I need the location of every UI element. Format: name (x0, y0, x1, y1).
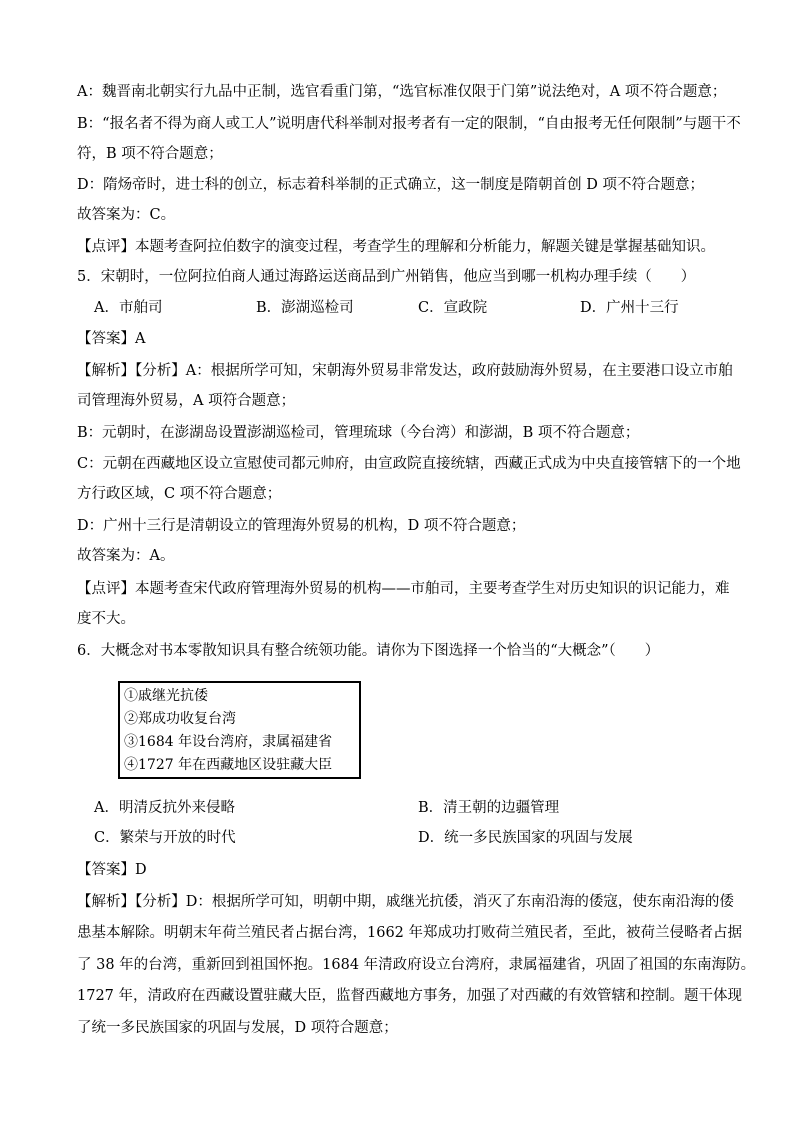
q5-analysis-line1: 【解析】【分析】A：根据所学可知，宋朝海外贸易非常发达，政府鼓励海外贸易，在主要港口设立市舶 (77, 363, 733, 379)
q4-conclusion: 故答案为：C。 (77, 207, 176, 223)
q6-analysis-line5: 了统一多民族国家的巩固与发展，D 项符合题意； (77, 1020, 398, 1036)
q4-analysis-b-line2: 符，B 项不符合题意； (77, 146, 223, 162)
q4-comment: 【点评】本题考查阿拉伯数字的演变过程，考查学生的理解和分析能力，解题关键是掌握基础知识。 (77, 239, 715, 255)
q5-conclusion: 故答案为：A。 (77, 548, 175, 564)
q5-option-c: C．宣政院 (418, 300, 488, 316)
q5-analysis-line2: 司管理海外贸易，A 项符合题意； (77, 393, 296, 409)
q5-analysis-c-line1: C：元朝在西藏地区设立宣慰使司都元帅府，由宣政院直接统辖，西藏正式成为中央直接管辖下的一个地 (77, 456, 741, 472)
q5-stem: 5．宋朝时，一位阿拉伯商人通过海路运送商品到广州销售，他应当到哪一机构办理手续（ ） (77, 269, 696, 285)
q4-analysis-d: D：隋炀帝时，进士科的创立，标志着科举制的正式确立，这一制度是隋朝首创 D 项不符合题意； (77, 177, 704, 193)
q6-stem: 6．大概念对书本零散知识具有整合统领功能。请你为下图选择一个恰当的“大概念”（ ） (77, 643, 660, 659)
q6-analysis-line4: 1727 年，清政府在西藏设置驻藏大臣，监督西藏地方事务，加强了对西藏的有效管辖和控制。题干体现 (77, 988, 743, 1004)
q5-analysis-d: D：广州十三行是清朝设立的管理海外贸易的机构，D 项不符合题意； (77, 518, 526, 534)
q6-option-c: C．繁荣与开放的时代 (94, 830, 236, 846)
q6-box-item-1: ①戚继光抗倭 (124, 688, 208, 704)
q6-analysis-line2: 患基本解除。明朝末年荷兰殖民者占据台湾，1662 年郑成功打败荷兰殖民者，至此，被荷兰侵略者占据 (77, 925, 743, 941)
q6-option-d: D．统一多民族国家的巩固与发展 (418, 830, 633, 846)
q5-comment-line1: 【点评】本题考查宋代政府管理海外贸易的机构——市舶司，主要考查学生对历史知识的识记能力，难 (77, 581, 730, 597)
q5-option-b: B．澎湖巡检司 (256, 300, 354, 316)
q5-analysis-b: B：元朝时，在澎湖岛设置澎湖巡检司，管理琉球（今台湾）和澎湖，B 项不符合题意； (77, 425, 640, 441)
q5-answer: 【答案】A (77, 331, 146, 347)
q4-analysis-b-line1: B：“报名者不得为商人或工人”说明唐代科举制对报考者有一定的限制，“自由报考无任何限制”与题干不 (77, 116, 741, 132)
q4-analysis-a: A：魏晋南北朝实行九品中正制，选官看重门第，“选官标准仅限于门第”说法绝对，A 项不符合题意； (77, 84, 727, 100)
q5-option-a: A．市舶司 (94, 300, 163, 316)
q5-comment-line2: 度不大。 (77, 611, 135, 627)
q6-box-item-2: ②郑成功收复台湾 (124, 711, 236, 727)
q6-box-item-4: ④1727 年在西藏地区设驻藏大臣 (124, 757, 333, 773)
q6-analysis-line3: 了 38 年的台湾，重新回到祖国怀抱。1684 年清政府设立台湾府，隶属福建省，巩固了祖国的东南海防。 (77, 957, 756, 973)
q6-answer: 【答案】D (77, 862, 147, 878)
q6-box-item-3: ③1684 年设台湾府，隶属福建省 (124, 734, 333, 750)
q6-option-a: A．明清反抗外来侵略 (94, 800, 235, 816)
q6-material-box (118, 681, 361, 779)
q5-analysis-c-line2: 方行政区域，C 项不符合题意； (77, 486, 282, 502)
q5-option-d: D．广州十三行 (580, 300, 679, 316)
q6-analysis-line1: 【解析】【分析】D：根据所学可知，明朝中期，戚继光抗倭，消灭了东南沿海的倭寇，使东南沿海的倭 (77, 894, 734, 910)
q6-option-b: B．清王朝的边疆管理 (418, 800, 560, 816)
